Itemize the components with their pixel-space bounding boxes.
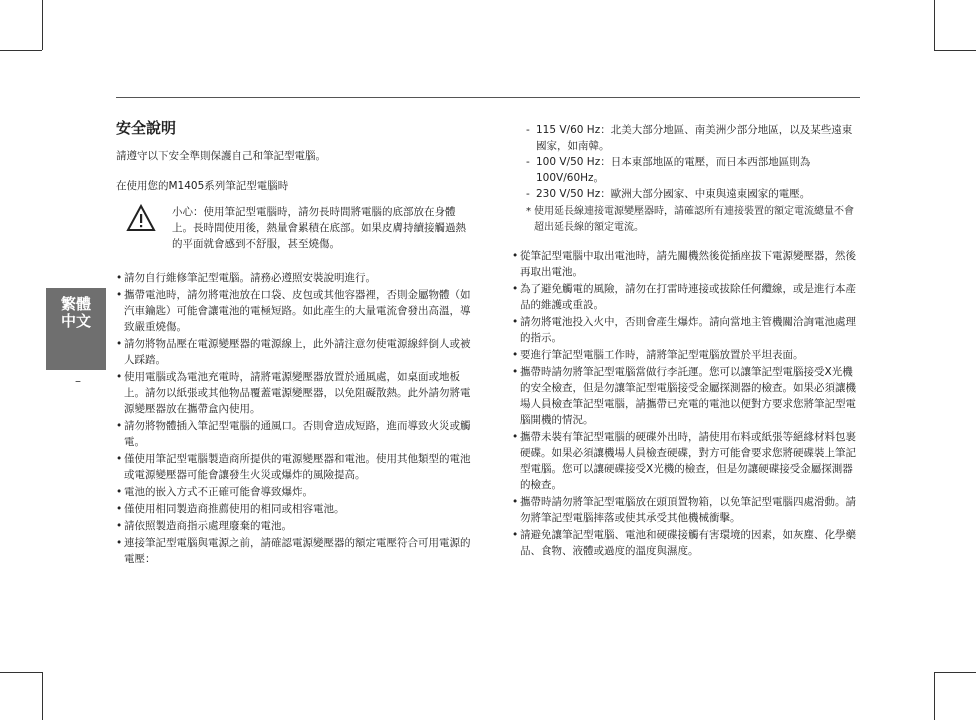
- list-item: - 230 V/50 Hz：歐洲大部分國家、中東與遠東國家的電壓。: [526, 186, 862, 202]
- list-item: - 115 V/60 Hz：北美大部分地區、南美洲少部分地區，以及某些遠東國家，如南韓。: [526, 122, 862, 154]
- language-tab-label: 繁體中文: [60, 295, 91, 330]
- list-item: • 攜帶時請勿將筆記型電腦放在頭頂置物箱，以免筆記型電腦四處滑動。請勿將筆記型電腦摔落或使其承受其他機械衝擊。: [512, 494, 862, 526]
- list-item: - 100 V/50 Hz：日本東部地區的電壓，而日本西部地區則為100V/60Hz。: [526, 154, 862, 186]
- right-column: [512, 122, 862, 560]
- list-item: • 攜帶電池時，請勿將電池放在口袋、皮包或其他容器裡，否則金屬物體（如汽車鑰匙）可能會讓電池的電極短路。如此產生的大量電流會發出高溫，導致嚴重燒傷。: [116, 287, 474, 335]
- crop-mark: [934, 0, 935, 50]
- list-item: • 連接筆記型電腦與電源之前，請確認電源變壓器的額定電壓符合可用電源的電壓：: [116, 535, 474, 567]
- intro-text: 請遵守以下安全準則保護自己和筆記型電腦。: [116, 150, 326, 162]
- model-line: 在使用您的M1405系列筆記型電腦時: [116, 180, 289, 192]
- safety-list-right: [512, 248, 862, 559]
- safety-list-left: [116, 270, 474, 567]
- crop-mark: [42, 0, 43, 50]
- list-item: • 電池的嵌入方式不正確可能會導致爆炸。: [116, 484, 474, 500]
- crop-mark: [0, 50, 42, 51]
- caution-text: 小心：使用筆記型電腦時，請勿長時間將電腦的底部放在身體上。長時間使用後，熱量會累積在底部。如果皮膚持續接觸過熱的平面就會感到不舒服，甚至燒傷。: [172, 206, 466, 250]
- list-item: • 請避免讓筆記型電腦、電池和硬碟接觸有害環境的因素，如灰塵、化學藥品、食物、液體或過度的溫度與濕度。: [512, 527, 862, 559]
- warning-icon: [126, 204, 156, 232]
- list-item: • 請勿將物品壓在電源變壓器的電源線上，此外請注意勿使電源線絆倒人或被人踩踏。: [116, 336, 474, 368]
- page-number: –: [75, 374, 81, 388]
- crop-mark: [42, 672, 43, 720]
- extension-cord-note: * 使用延長線連接電源變壓器時，請確認所有連接裝置的額定電流總量不會超出延長線的額定電流。: [512, 204, 862, 236]
- list-item: • 請勿將電池投入火中，否則會產生爆炸。請向當地主管機關洽詢電池處理的指示。: [512, 314, 862, 346]
- crop-mark: [0, 672, 42, 673]
- caution-box: [126, 204, 474, 252]
- list-item: • 要進行筆記型電腦工作時，請將筆記型電腦放置於平坦表面。: [512, 347, 862, 363]
- page-title: 安全說明: [116, 119, 177, 137]
- crop-mark: [934, 672, 935, 720]
- list-item: • 僅使用相同製造商推薦使用的相同或相容電池。: [116, 501, 474, 517]
- list-item: • 為了避免觸電的風險，請勿在打雷時連接或拔除任何纜線，或是進行本產品的維護或重設。: [512, 281, 862, 313]
- crop-mark: [934, 672, 976, 673]
- list-item: • 攜帶未裝有筆記型電腦的硬碟外出時，請使用布料或紙張等絕緣材料包裹硬碟。如果必須讓機場人員檢查硬碟，對方可能會要求您將硬碟裝上筆記型電腦。您可以讓硬碟接受X光機的檢查，但是勿讓硬碟接受金屬探測器的檢查。: [512, 429, 862, 493]
- list-item: • 請依照製造商指示處理廢棄的電池。: [116, 518, 474, 534]
- voltage-list: [526, 122, 862, 202]
- crop-mark: [934, 50, 976, 51]
- list-item: • 攜帶時請勿將筆記型電腦當做行李託運。您可以讓筆記型電腦接受X光機的安全檢查，但是勿讓筆記型電腦接受金屬探測器的檢查。如果必須讓機場人員檢查筆記型電腦，請攜帶已充電的電池以便對方要求您將筆記型電腦開機的情況。: [512, 364, 862, 428]
- list-item: • 請勿將物體插入筆記型電腦的通風口。否則會造成短路，進而導致火災或觸電。: [116, 418, 474, 450]
- list-item: • 從筆記型電腦中取出電池時，請先關機然後從插座拔下電源變壓器，然後再取出電池。: [512, 248, 862, 280]
- list-item: • 僅使用筆記型電腦製造商所提供的電源變壓器和電池。使用其他類型的電池或電源變壓器可能會讓發生火災或爆炸的風險提高。: [116, 451, 474, 483]
- list-item: • 使用電腦或為電池充電時，請將電源變壓器放置於通風處，如桌面或地板上。請勿以紙張或其他物品覆蓋電源變壓器，以免阻礙散熱。此外請勿將電源變壓器放在攜帶盒內使用。: [116, 369, 474, 417]
- left-column: [116, 120, 474, 568]
- header-rule: [116, 97, 860, 98]
- list-item: • 請勿自行維修筆記型電腦。請務必遵照安裝說明進行。: [116, 270, 474, 286]
